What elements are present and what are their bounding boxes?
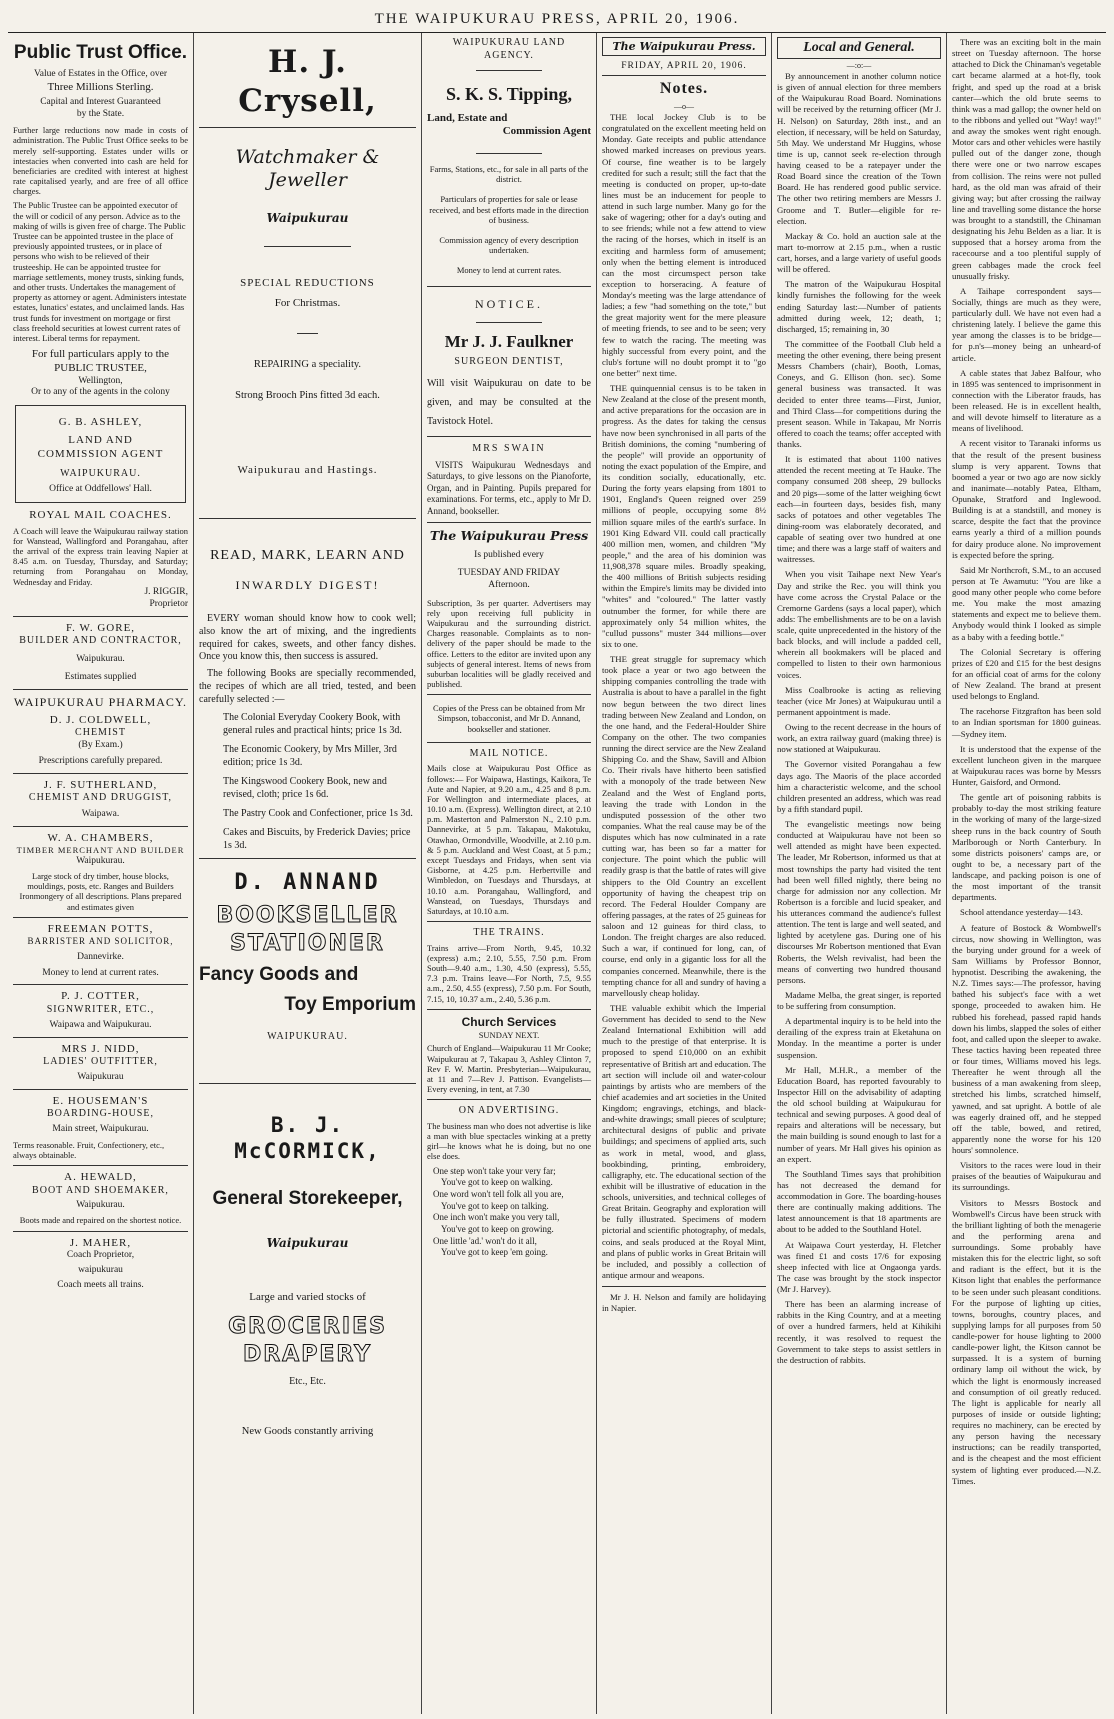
pharmacy-title: WAIPUKURAU PHARMACY. (13, 694, 188, 709)
mccormick-name: B. J. McCORMICK, (234, 1113, 381, 1164)
houseman-name: E. HOUSEMAN'S (52, 1094, 149, 1107)
mail-notice-title: MAIL NOTICE. (469, 747, 549, 759)
church-sub: SUNDAY NEXT. (478, 1029, 540, 1040)
poem-line: You've got to keep on talking. (441, 1200, 549, 1211)
trains-title: THE TRAINS. (473, 927, 545, 939)
crysell-ad (199, 43, 416, 478)
column-6 (947, 33, 1106, 1714)
drapery: DRAPERY (242, 1341, 373, 1367)
news-paragraph: Visitors to Messrs Bostock and Wombwell's Circus have been struck with the brilliant lighting of both the menagerie and the performing arena and surroundings. Some probably have mistaken this for the electric light, so soft and radiant is the effect, but it is the Kitson light that enables the performance to be seen under such pleasant conditions. For the purpose of lighting up cities, towns, boroughs, country places, and supplying lamps for all purposes from 50 candle-power for house lighting to 2000 candle-power light, the Kitson cannot be surpassed. It is a system of burning ordinary lamp oil without the wick, by which the light is enormously increased and consumption of oil greatly reduced. The light is applicable for nearly all purposes of inside or outside lighting; requires no machinery, can be erected by any person having the necessary instructions; can be readily transported, and is the cheapest and the most efficient system of lighting ever produced.—N.Z. Times. (952, 1197, 1101, 1486)
trains-body: Trains arrive—From North, 9.45, 10.32 (express) a.m.; 2.10, 5.55, 7.50 p.m. From South—9.40 a.m., 1.30, 4.50 (express), 5.55, 7.3 p.m. Trains leave—For North, 7.5, 9.55 a.m., 2.50, 4.55 (express), 7.50 p.m. For South, 7.15, 10, 10.37 a.m., 2.40, 5.36 p.m. (427, 942, 591, 1004)
ashley-office: Office at Oddfellows' Hall. (49, 484, 152, 495)
divider (427, 742, 591, 743)
faulkner-role: SURGEON DENTIST, (454, 355, 564, 367)
mail-notice-body: Mails close at Waipukurau Post Office as follows:— For Waipawa, Hastings, Kaikora, Te Aute and Napier, at 9.20 a.m., 4.25 and 8 p.m. For Wellington and intermediate places, at 10.10 a.m. (Express). Wellington direct, at 2.10 p.m. Masterton and Palmerston N., 2.10 p.m. Dannevirke, at 5 p.m. Takapau, Makotuku, Otawhao, Ormondville, Woodville, at 2.10 p.m. & 5 p.m. Auckland and West Coast, at 5 p.m.; except Tuesdays and Fridays, when sent via Gisborne, at 4.25 p.m. Herbertville and Wimbledon, on Tuesdays and Thursdays, at 10.10 a.m. Porangahau, Wallingford, and Wanstead, on Tuesdays, Thursdays and Saturdays, at 10.10 a.m. (427, 763, 591, 916)
mccormick-role: General Storekeeper, (212, 1187, 403, 1209)
divider (427, 522, 591, 523)
editorial-date: FRIDAY, APRIL 20, 1906. (621, 61, 747, 71)
ashley-town: WAIPUKURAU. (60, 467, 141, 479)
news-paragraph: A recent visitor to Taranaki informs us that the result of the present business slump is very apparent. Towns that boomed a year or two ago are now sickly and inanimate—notably Patea, Eltham, Opunake, Stratford and Inglewood. Building is at a standstill, and money is scarce, despite the fact that the province earns yearly a third of a million pounds for dairy produce alone. No improvement is expected before the spring. (952, 438, 1101, 560)
royal-mail-title: ROYAL MAIL COACHES. (29, 508, 172, 521)
agency-line2: AGENCY. (484, 49, 534, 61)
news-paragraph: The Southland Times says that prohibition has not decreased the demand for accommodation in Gore. The boarding-houses there are continually making additions. The latest announcement is that 18 apartments are about to be added to the Southland Hotel. (777, 1168, 941, 1235)
press-days: TUESDAY AND FRIDAY (457, 567, 561, 578)
divider (199, 127, 416, 128)
news-paragraph: Owing to the recent decrease in the hours of work, an extra railway guard (making three) is now stationed at Waipukurau. (777, 722, 941, 755)
divider (427, 921, 591, 922)
advertising-title: ON ADVERTISING. (458, 1105, 560, 1117)
book-item: The Colonial Everyday Cookery Book, with general rules and practical hints; price 1s 3d. (223, 711, 402, 736)
swain-ad (427, 443, 591, 517)
cotter-town: Waipawa and Waipukurau. (49, 1019, 152, 1030)
read-sub: INWARDLY DIGEST! (235, 578, 380, 592)
tipping-name: S. K. S. Tipping, (446, 84, 572, 104)
news-paragraph: A Taihape correspondent says—Socially, things are much as they were, particularly dull. We have not even had a christening lately. I believe the game this year among the classes is to be bridge—for p.n's—money being an unheard-of article. (952, 285, 1101, 363)
ornament: —o— (674, 102, 694, 111)
church-title: Church Services (461, 1014, 557, 1029)
divider (13, 826, 188, 827)
ashley-role1: LAND AND (68, 434, 133, 447)
press-body: Subscription, 3s per quarter. Advertisers may rely upon receiving full publicity in Waipukurau and the surrounding district. Charges reasonable. Complaints as to non-delivery of the paper should be made to the office. Letters to the editor are invited upon any subjects of general interest. Items of news from suburban localities will be gladly received and published. (427, 597, 591, 690)
divider (199, 518, 416, 519)
new-goods: New Goods constantly arriving (241, 1425, 374, 1437)
repairing: REPAIRING a speciality. (253, 358, 362, 370)
nidd-ad (13, 1043, 188, 1084)
cookery-following: The following Books are specially recommended, the recipes of which are all tried, tested, and been carefully selected :— (199, 668, 416, 705)
news-paragraph: Miss Coalbrooke is acting as relieving teacher (vice Mr Jones) at Waipukurau until a permanent appointment is made. (777, 684, 941, 717)
royal-mail-sign: J. RIGGIR, (144, 586, 188, 597)
column-1 (8, 33, 194, 1714)
gore-name: F. W. GORE, (65, 621, 136, 634)
chambers-ad (13, 832, 188, 912)
news-paragraph: It is estimated that about 1100 natives attended the recent meeting at Te Hauke. The company consumed 208 sheep, 29 bullocks and 20 pigs—some of the latter weighing 6cwt each—in fourteen days, besides fish, many sacks of potatoes and other vegetables The dining-room was elaborately decorated, and capable of seating over two hundred at one time; and there was a large staff of waiters and waitresses. (777, 454, 941, 565)
pt-sub3: Capital and Interest Guaranteed (40, 97, 161, 108)
tipping-money: Money to lend at current rates. (456, 265, 562, 276)
column-2 (194, 33, 422, 1714)
cotter-name: P. J. COTTER, (61, 990, 140, 1003)
annand-stationer: STATIONER (230, 930, 385, 956)
divider (264, 246, 351, 247)
poem-line: One word won't tell folk all you are, (433, 1188, 564, 1199)
divider (427, 1099, 591, 1100)
editorial-paragraph: Mr J. H. Nelson and family are holidaying in Napier. (602, 1292, 766, 1314)
sutherland-town: Waipawa. (81, 808, 120, 819)
column-4 (597, 33, 772, 1714)
sutherland-ad (13, 779, 188, 821)
royal-mail-ad (13, 509, 188, 611)
tipping-commission: Commission agency of every description undertaken. (439, 234, 579, 256)
cookery-ad (199, 547, 416, 852)
mccormick-stocks: Large and varied stocks of (249, 1291, 366, 1304)
divider (13, 984, 188, 985)
news-paragraph: Said Mr Northcroft, S.M., to an accused person at Te Awamutu: "You are like a good many other people who come before me. You make the most amazing statements and expect me to believe them. Anybody would think I looked as simple as a baby with a feeding bottle." (952, 564, 1101, 642)
advertising-body: The business man who does not advertise is like a man with blue spectacles winking at a pretty girl—he knows what he is doing, but no one else does. (427, 1120, 591, 1162)
divider (427, 1009, 591, 1010)
press-time: Afternoon. (488, 579, 530, 590)
maher-town: waipukurau (78, 1265, 123, 1276)
nidd-role: LADIES' OUTFITTER, (43, 1056, 158, 1068)
news-paragraph: Madame Melba, the great singer, is reported to be suffering from consumption. (777, 989, 941, 1011)
sutherland-role: CHEMIST AND DRUGGIST, (28, 792, 173, 804)
chambers-town: Waipukurau. (76, 856, 125, 867)
divider (602, 1286, 766, 1287)
book-item: Cakes and Biscuits, by Frederick Davies; price 1s 3d. (223, 826, 411, 851)
houseman-town: Main street, Waipukurau. (52, 1123, 149, 1134)
on-advertising (427, 1105, 591, 1259)
divider (602, 75, 766, 76)
pt-sub1: Value of Estates in the Office, over (33, 68, 168, 79)
gore-role: BUILDER AND CONTRACTOR, (19, 635, 182, 647)
notice-title: NOTICE. (475, 296, 543, 311)
divider (13, 616, 188, 617)
divider (297, 333, 319, 334)
agency-line1: WAIPUKURAU LAND (452, 37, 566, 48)
divider (13, 1037, 188, 1038)
pt-full: For full particulars apply to the (31, 348, 170, 361)
press-published: Is published every (474, 549, 544, 560)
pharmacy-role: CHEMIST (75, 727, 126, 739)
news-paragraph: The evangelistic meetings now being conducted at Waipukurau have not been so well attended as might have been expected. The leader, Mr Robertson, informed us that at most townships the party had visited the tent had been well filled nightly, there being no charge for admission nor any collection. Mr Robertson is a forcible and lucid speaker, and his utterances command the audience's fullest attention. The tent is large and well seated, and lighted by acetylene gas. During one of his discourses Mr Robertson mentioned that Evan Roberts, the Welsh revivalist, had been the means of converting two hundred thousand persons. (777, 819, 941, 985)
divider (476, 322, 542, 323)
column-5 (772, 33, 947, 1714)
nidd-name: MRS J. NIDD, (61, 1042, 140, 1055)
divider (427, 286, 591, 287)
press-name: The Waipukurau Press (429, 528, 589, 544)
news-paragraph: When you visit Taihape next New Year's Day and strike the Rec. you will think you have come across the Crystal Palace or the Cremorne Gardens (says a local paper), which adds: The embellishments are to be on a lavish scale, quite unprecedented in the history of the back blocks, and will include a padded cell, wherein all bookmakers will be placed and compelled to listen to their own harmonious voices. (777, 569, 941, 680)
special-reductions: SPECIAL REDUCTIONS (240, 277, 375, 289)
potts-name: FREEMAN POTTS, (47, 922, 154, 935)
church-services (427, 1015, 591, 1095)
annand-toy: Toy Emporium (284, 993, 416, 1015)
divider (476, 153, 542, 154)
pt-sub2: Three Millions Sterling. (47, 80, 154, 93)
public-trust-title: Public Trust Office. (13, 42, 188, 63)
news-paragraph: It is understood that the expense of the excellent luncheon given in the marquee at Waipukurau races was borne by Messrs Hunter, Gaisford, and Ormond. (952, 743, 1101, 787)
divider (199, 858, 416, 859)
news-paragraph: Mackay & Co. hold an auction sale at the mart to-morrow at 2.15 p.m., when a rustic cart, horses, and a large variety of useful goods will be offered. (777, 230, 941, 275)
divider (13, 917, 188, 918)
poem-line: You've got to keep 'em going. (441, 1247, 548, 1258)
annand-bookseller: BOOKSELLER (216, 903, 399, 929)
local-general-heading: Local and General. (777, 37, 941, 59)
mccormick-etc: Etc., Etc. (289, 1376, 326, 1388)
royal-mail-role: Proprietor (149, 598, 188, 609)
editorial-paragraph: THE local Jockey Club is to be congratulated on the excellent meeting held on Monday. Gate receipts and public attendance showed marked increases on previous years. Of course, fine weather is to be largely credited for such a result; still the fact that the meeting is conducted on proper, up-to-date lines must be an inducement for people to attend in such large number. Many go for the sake of wagering; other for a day's outing and to see friends; while not a few attend to view the racing of the horses, which in itself is an exciting and harmless form of amusement; only when the betting element is introduced can the most circumspect person take exception to horseracing. A feature of Monday's meeting was the large attendance of ladies; a few "had something on the tote," but the great majority went for the mere pleasure of meeting friends, to see and to be seen; very few to watch the racing. The meeting was highly successful from every point, and the club's fortune will no doubt prompt it to "go one better" next time. (602, 112, 766, 378)
poem-line: One step won't take your very far; (433, 1165, 556, 1176)
chambers-name: W. A. CHAMBERS, (47, 831, 154, 844)
news-paragraph: A departmental inquiry is to be held into the derailing of the express train at Eketahuna on Monday. In the meantime a porter is under suspension. (777, 1016, 941, 1060)
tipping-ad (427, 37, 591, 276)
poem-line: One inch won't make you very tall, (433, 1212, 560, 1223)
mail-notice (427, 748, 591, 916)
news-paragraph: Visitors to the races were loud in their praises of the beauties of Waipukurau and its surroundings. (952, 1160, 1101, 1193)
news-paragraph: The Colonial Secretary is offering prizes of £20 and £15 for the best designs for an official coat of arms for the colony of New Zealand. The brand at present used belongs to England. (952, 646, 1101, 702)
advertising-poem (427, 1166, 591, 1260)
press-copies: Copies of the Press can be obtained from Mr Simpson, tobacconist, and Mr D. Annand, bookseller and stationer. (432, 703, 586, 734)
pt-place: Wellington, (78, 375, 123, 386)
pt-list: The Public Trustee can be appointed executor of the will or codicil of any person. Advice as to the making of wills is given free of charge. The Public Trustee can be appointed trustee in the place of previously appointed trustees, or in place of persons who wish to be relieved of their trusteeship. He can be appointed trustee for marriage settlements, money trusts, sinking funds, and other trusts. Undertakes the management of property as attorney or agent. Administers intestate estates, lunatics' estates, and unclaimed lands. Has trust funds for investment on mortgage or first class freehold securities at lowest current rates of interest. Liberal terms for repayment. (13, 200, 187, 343)
crysell-towns: Waipukurau and Hastings. (237, 463, 378, 476)
ashley-name: G. B. ASHLEY, (58, 416, 143, 429)
church-body: Church of England—Waipukurau 11 Mr Cooke; Waipukurau at 7, Takapau 3, Ashley Clinton 7, Rev F. W. Martin. Presbyterian—Waipukurau, at 11 and 7—Rev J. Pattison. Evangelists—Every evening, in tent, at 7.30 (427, 1043, 592, 1095)
nidd-town: Waipukurau (77, 1071, 124, 1082)
annand-name: D. ANNAND (234, 869, 381, 895)
potts-note: Money to lend at current rates. (42, 967, 159, 978)
maher-ad (13, 1237, 188, 1292)
faulkner-ad (427, 297, 591, 432)
gore-note: Estimates supplied (64, 671, 137, 682)
news-paragraph: The Governor visited Porangahau a few days ago. The Maoris of the place accorded him a characteristic welcome, and the school children presented an address, which was read by a fifth standard pupil. (777, 759, 941, 814)
editorial-paragraph: THE great struggle for supremacy which took place a year or two ago between the shipping companies controlling the trade with Australia is about to have a parallel in the fight now begun between the two direct lines trading between New Zealand and London, on the one hand, and the Federal-Houlder Shire Company on the other. The two companies running the direct service are the New Zealand Shipping Co. and the Shaw, Savill and Albion Co. Their rivals have hitherto been satisfied with a monopoly of the trade between New Zealand and the West of England ports, leaving the trade with London in the undisputed possession of the other two companies. What the real cause may be of the disputes which has now culminated in a rate cutting war, has been so far a matter for conjecture. The point which the public will readily grasp is that the battle of rates will give shippers to the Old Country an excellent opportunity of having the cheapest trip on record. The Federal Houlder Company are offering passages, at the rates of 25 guineas for saloon and 12 guineas for third class, to London. The freight charges are also reduced. Such a war, if continued for long, can, of course, end only in a gigantic loss for all the companies concerned. Meanwhile, there is the tempting chance for all and sundry of having a marvellously cheap holiday. (602, 654, 766, 998)
cookery-intro: EVERY woman should know how to cook well; also know the art of mixing, and the ingredients required for cakes, sweets, and other fancy dishes. Once you know this, then success is assured. (199, 613, 416, 663)
news-paragraph: There has been an alarming increase of rabbits in the King Country, and at a meeting of over a hundred farmers, held at Kihikihi recently, it was resolved to request the Government to take steps to assist settlers in the destruction of rabbits. (777, 1299, 941, 1365)
chambers-body: Large stock of dry timber, house blocks, mouldings, posts, etc. Ranges and Builders Ironmongery of all descriptions. Plans prepared and estimates given (19, 870, 182, 912)
crysell-town: Waipukurau (266, 211, 349, 225)
tipping-particulars: Particulars of properties for sale or lease received, and best efforts made in the direction of business. (429, 194, 589, 225)
book-item: The Kingswood Cookery Book, new and revised, cloth; price 1s 6d. (223, 775, 387, 800)
poem-line: You've got to keep on growing. (441, 1224, 554, 1235)
divider (13, 689, 188, 690)
potts-town: Dannevirke. (77, 951, 124, 962)
maher-role: Coach Proprietor, (66, 1250, 135, 1261)
editorial-masthead: The Waipukurau Press. (602, 37, 766, 56)
pharmacy-exam: (By Exam.) (78, 739, 123, 750)
pharmacy-ad (13, 695, 188, 768)
pharmacy-name: D. J. COLDWELL, (49, 713, 152, 726)
pharmacy-note: Prescriptions carefully prepared. (38, 755, 163, 766)
faulkner-body: Will visit Waipukurau on date to be given, and may be consulted at the Tavistock Hotel. (427, 378, 591, 428)
divider (427, 436, 591, 437)
hewald-note: Boots made and repaired on the shortest notice. (19, 1215, 182, 1226)
annand-ad (199, 869, 416, 1044)
houseman-ad (13, 1095, 188, 1161)
divider (199, 1083, 416, 1084)
cotter-role: SIGNWRITER, ETC., (46, 1004, 155, 1016)
mccormick-ad (199, 1112, 416, 1438)
crysell-role: Watchmaker & Jeweller (235, 145, 380, 192)
divider (427, 694, 591, 695)
news-paragraph: A feature of Bostock & Wombwell's circus, now showing in Wellington, was the burying under ground for a week of Sam Williams by Professor Bonnor, hypnotist. Describing the awakening, the N.Z. Times says:—The professor, having bathed his subject's face with a wet sponge, proceeded to awaken him. He rubbed his forehead, passed rapid hands down his limbs, slapped the soles of either foot, and called upon the sleeper to awake. These tactics having been repeated three or four times, Williams moved his legs. Thereafter he went through all the business of a man awakening from sleep, stretched his limbs, scratched himself, yawned, and sat upright. A bottle of ale was eagerly drained off, and he stepped off the table, bowed, and retired, apparently none the worse for his 120 hours' somnolence. (952, 922, 1101, 1155)
ashley-role2: COMMISSION AGENT (37, 447, 164, 460)
divider (13, 1089, 188, 1090)
public-trust-ad (13, 41, 188, 399)
masthead: THE WAIPUKURAU PRESS, APRIL 20, 1906. (8, 6, 1106, 33)
trains-notice (427, 927, 591, 1004)
notes-heading: Notes. (659, 80, 709, 97)
read-title: READ, MARK, LEARN AND (210, 547, 405, 563)
mccormick-town: Waipukurau (266, 1236, 349, 1251)
news-paragraph: School attendance yesterday—143. (960, 907, 1083, 918)
news-paragraph: The racehorse Fitzgrafton has been sold to an Indian sportsman for 1800 guineas.—Sydney item. (952, 706, 1101, 739)
divider (13, 773, 188, 774)
ashley-ad (15, 405, 186, 503)
faulkner-name: Mr J. J. Faulkner (444, 331, 574, 351)
special-for: For Christmas. (274, 296, 341, 309)
annand-town: WAIPUKURAU. (267, 1030, 348, 1042)
tipping-farms: Farms, Stations, etc., for sale in all parts of the district. (429, 164, 589, 185)
potts-role: BARRISTER AND SOLICITOR, (27, 936, 174, 947)
brooch-pins: Strong Brooch Pins fitted 3d each. (235, 389, 380, 401)
column-3 (422, 33, 597, 1714)
news-paragraph: A cable states that Jabez Balfour, who in 1895 was sentenced to imprisonment in connection with the Liberator frauds, has been released. He is in excellent health, and will devote himself to literature as a means of livelihood. (952, 367, 1101, 434)
groceries: GROCERIES (228, 1314, 387, 1340)
poem-line: You've got to keep on walking. (441, 1177, 553, 1188)
maher-note: Coach meets all trains. (57, 1280, 144, 1290)
divider (13, 1165, 188, 1166)
pt-agents: Or to any of the agents in the colony (31, 387, 170, 398)
hewald-town: Waipukurau. (76, 1200, 125, 1211)
divider (476, 70, 542, 71)
tipping-role2: Commission Agent (502, 125, 591, 138)
book-list (199, 711, 416, 852)
poem-line: One little 'ad.' won't do it all, (433, 1235, 537, 1246)
pt-body: Further large reductions now made in costs of administration. The Public Trust Office seeks to be merely self-supporting. Estates under wills or intestacies when converted into cash are held for beneficiaries are credited with interest at highest rate capitalised yearly, and are free of all office charges. (13, 125, 188, 197)
book-item: The Economic Cookery, by Mrs Miller, 3rd edition; price 1s 3d. (223, 743, 397, 768)
potts-ad (13, 923, 188, 980)
news-paragraph: The matron of the Waipukurau Hospital kindly furnishes the following for the week ending Saturday last:—Number of patients admitted during week, 12; death, 1; discharged, 15; remaining in, 30 (777, 279, 941, 334)
gore-ad (13, 622, 188, 684)
editorial-paragraph: THE quinquennial census is to be taken in New Zealand at the close of the present month, and active preparations for the occasion are in progress. As the dates for taking the census have now been synchronised in all parts of the British dominions, the coming "numbering of the people" will provide an opportunity of noting the exact population of the Empire, and its condition socially, educationally, etc. During the forty years elapsing from 1801 to 1901, England's Queen reigned over 259 millions of people, occupying some 8½ million square miles of the earth's surface. In 1901 King Edward VII. could call practically 400 million men, women, and children "My people," and the area of his dominion was 11,908,378 square miles. Broadly speaking, the 400 millions of British subjects residing within the Empire's limits may be divided into "whites" and "coloured." The latter vastly outnumber the former, for while there are approximately only 54 million whites, the "cullud pussons" muster 344 millions—over six to one. (602, 383, 766, 649)
news-paragraph: The committee of the Football Club held a meeting the other evening, there being present Messrs Chambers (chair), Booth, Lomas, Coneys, and G. Ellison (hon. sec). Some general business was transacted. It was decided to enter three teams—First, Junior, and Third Class—for competitions during the present season. While in Takapau, Mr Norris offered to coach the teams; offer accepted with thanks. (777, 338, 941, 449)
editorial-paragraph: THE valuable exhibit which the Imperial Government has decided to send to the New Zealand International Exhibition will add much to the prestige of that enterprise. It is proposed to spend £10,000 on an exhibit representative of British art and education. The art section will include oil and water-colour paintings by artists who are members of the chief academies and art societies in the United Kingdom; engravings, etchings, and black-and-white drawings; small pieces of sculpture; architectural designs of public and private buildings; and specimens of applied arts, such as work in metal, wood, and glass, bookbinding, printing, embroidery, calligraphy, etc. The educational section of the exhibit will be illustrative of education in the schools, universities, and technical colleges of Great Britain. Geography and exploration will be fully illustrated. Specimens of modern pictorial and scientific photography, of medals, coins, and seals produced at the Royal Mint, and plans of public works in Great Britain will be included, and possibly a collection of antique armour and weapons. (602, 1002, 766, 1280)
pt-sub4: by the State. (76, 109, 125, 120)
swain-body: VISITS Waipukurau Wednesdays and Saturdays, to give lessons on the Pianoforte, Organ, and in Painting. Pupils prepared for examinations. For terms, etc., apply to Mr D. Annand, bookseller. (427, 459, 591, 516)
pt-trustee: PUBLIC TRUSTEE, (54, 361, 147, 374)
columns (8, 33, 1106, 1714)
press-info (427, 528, 591, 689)
maher-name: J. MAHER, (69, 1236, 132, 1249)
hewald-role: BOOT AND SHOEMAKER, (32, 1184, 169, 1196)
cotter-ad (13, 990, 188, 1031)
annand-fancy: Fancy Goods and (199, 964, 359, 986)
hewald-name: A. HEWALD, (64, 1171, 137, 1184)
news-paragraph: By announcement in another column notice is given of annual election for three members of the Waipukurau Road Board. Nominations will be received by the returning officer (Mr J. H. Nelson) on Saturday, 28th inst., and an election, if necessary, will be held on Saturday, 5th May. We understand Mr Huggins, whose time is up, cannot seek re-election through having ceased to be a ratepayer under the Road Board since the creation of the Town Board. He has rendered good public service. The other two retiring members are Messrs J. Groome and T. Butler—eligible for re-election. (777, 71, 941, 226)
sutherland-name: J. F. SUTHERLAND, (43, 778, 158, 791)
news-paragraph: The gentle art of poisoning rabbits is probably to-day the most striking feature in the working of many of the large-sized sheep runs in the back country of South Marlborough or North Canterbury. In some districts poisoners' camps are, or ought to be, a necessary part of the landscape, and packing poison is one of the most important of the transit departments. (952, 792, 1101, 903)
news-paragraph: Mr Hall, M.H.R., a member of the Education Board, has reported favourably to Inspector Hill on the advisability of adapting the old school building at Waipukurau for technical and sewing purposes. A good deal of repairs and alterations will be necessary, but the main building is sound enough to last for a number of years. Mr Hall gives his opinion as an expert. (777, 1064, 941, 1164)
houseman-terms: Terms reasonable. Fruit, Confectionery, etc., always obtainable. (13, 1139, 165, 1160)
news-paragraph: At Waipawa Court yesterday, H. Fletcher was fined £1 and costs 17/6 for exposing sheep infected with lice at Ongaonga yards. The case was brought by the stock inspector (Mr J. Harvey). (777, 1239, 941, 1294)
crysell-name: H. J. Crysell, (238, 44, 377, 119)
hewald-ad (13, 1171, 188, 1225)
divider (13, 1231, 188, 1232)
chambers-role: TIMBER MERCHANT AND BUILDER (16, 845, 185, 856)
gore-town: Waipukurau. (76, 653, 125, 664)
ornament: —:o:— (846, 61, 872, 70)
swain-name: MRS SWAIN (472, 443, 546, 455)
houseman-role: BOARDING-HOUSE, (47, 1108, 154, 1120)
news-paragraph: There was an exciting bolt in the main street on Tuesday afternoon. The horse attached to Dick the Chinaman's vegetable cart became alarmed at a hot-fly, took fright, and sped up the road at a brisk canter—which the old brute seems to think was a mad gallop; the owner held on to the ribbons and yelled out "Way! way!" and away the smokes went right enough. Motor cars and other vehicles were hastily pulled out of the danger zone, though there were one or two narrow escapes from collision. The reins were not pulled hard, as the old man was afraid of their giving way; but after crossing the railway line and travelling some distance the horse was brought to a standstill, the Chinaman designating his Jehu Belden as a liar. It is supposed that a horsey aroma from the racecourse and a too plentiful supply of green cabbages made the crock feel unusually frisky. (952, 37, 1101, 281)
book-item: The Pastry Cook and Confectioner, price 1s 3d. (223, 807, 413, 819)
royal-mail-body: A Coach will leave the Waipukurau railway station for Wanstead, Wallingford and Porangahau, after the arrival of the express train leaving Napier at 8.45 a.m. on Tuesday, Thursday, and Saturday; returning from Porangahau on Monday, Wednesday and Friday. (13, 525, 188, 587)
tipping-role1: Land, Estate and (427, 111, 508, 124)
